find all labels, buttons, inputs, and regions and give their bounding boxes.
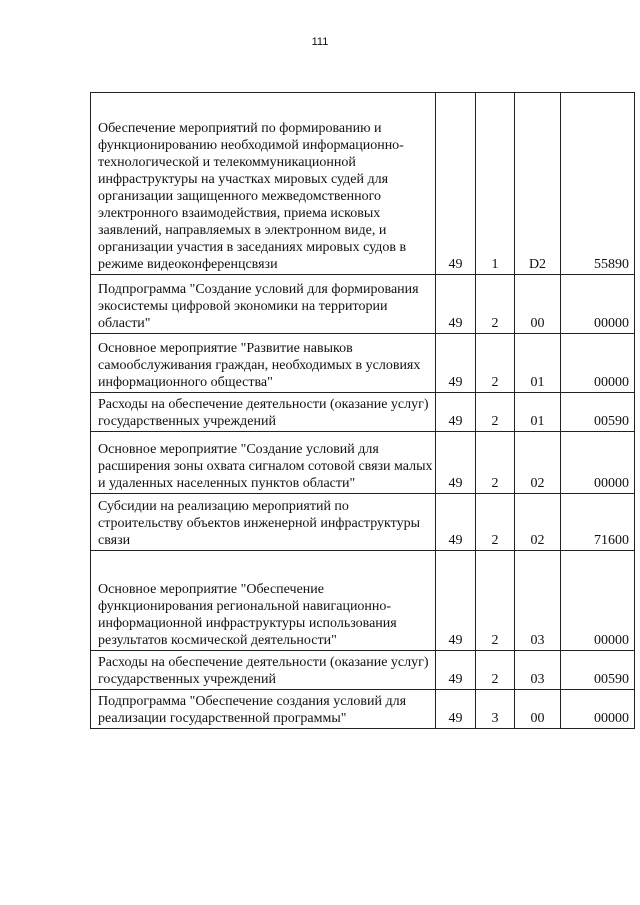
code-cell: 55890 [561,93,635,275]
code-cell: 02 [515,432,561,494]
table-row [91,432,635,494]
table-row [91,494,635,551]
row-description: Основное мероприятие "Развитие навыков самообслуживания граждан, необходимых в условиях информационного общества" [98,341,421,390]
code-cell: 03 [515,651,561,690]
code-cell: 49 [436,551,476,651]
table-row [91,690,635,729]
table-row [91,334,635,393]
code-cell: 2 [476,334,515,393]
code-cell: D2 [515,93,561,275]
row-description: Основное мероприятие "Обеспечение функционирования региональной навигационно-информационной инфраструктуры использования результатов космической деятельности" [98,582,397,648]
code-cell: 00590 [561,651,635,690]
code-cell: 02 [515,494,561,551]
code-cell: 2 [476,551,515,651]
table-row [91,93,635,275]
code-cell: 1 [476,93,515,275]
row-description: Подпрограмма "Обеспечение создания условий для реализации государственной программы" [98,694,407,726]
row-description: Основное мероприятие "Создание условий для расширения зоны охвата сигналом сотовой связи малых и удаленных населенных пунктов области" [98,442,433,491]
page-number: 111 [311,36,329,48]
row-description: Обеспечение мероприятий по формированию и функционированию необходимой информационно-технологической и телекоммуникационной инфраструктуры на участках мировых судей для организации защищенного межведомственного электронного взаимодействия, приема исковых заявлений, направляемых в электронном виде, и организации участия в заседаниях мировых судов в режиме видеоконференцсвязи [98,121,407,272]
row-description: Расходы на обеспечение деятельности (оказание услуг) государственных учреждений [98,397,429,429]
code-cell: 00590 [561,393,635,432]
code-cell: 49 [436,275,476,334]
code-cell: 49 [436,651,476,690]
code-cell: 00000 [561,432,635,494]
code-cell: 2 [476,393,515,432]
code-cell: 2 [476,432,515,494]
code-cell: 49 [436,494,476,551]
row-description: Субсидии на реализацию мероприятий по строительству объектов инженерной инфраструктуры связи [98,499,420,548]
code-cell: 2 [476,275,515,334]
code-cell: 71600 [561,494,635,551]
code-cell: 49 [436,432,476,494]
code-cell: 00000 [561,551,635,651]
code-cell: 03 [515,551,561,651]
code-cell: 01 [515,334,561,393]
code-cell: 00 [515,275,561,334]
code-cell: 00000 [561,275,635,334]
code-cell: 49 [436,690,476,729]
code-cell: 2 [476,651,515,690]
budget-table [90,92,635,729]
code-cell: 2 [476,494,515,551]
table-row [91,275,635,334]
table-row [91,651,635,690]
code-cell: 01 [515,393,561,432]
code-cell: 49 [436,93,476,275]
code-cell: 3 [476,690,515,729]
code-cell: 00 [515,690,561,729]
code-cell: 49 [436,334,476,393]
code-cell: 00000 [561,334,635,393]
code-cell: 00000 [561,690,635,729]
row-description: Расходы на обеспечение деятельности (оказание услуг) государственных учреждений [98,655,429,687]
code-cell: 49 [436,393,476,432]
table-row [91,393,635,432]
row-description: Подпрограмма "Создание условий для формирования экосистемы цифровой экономики на территории области" [98,282,419,331]
table-row [91,551,635,651]
